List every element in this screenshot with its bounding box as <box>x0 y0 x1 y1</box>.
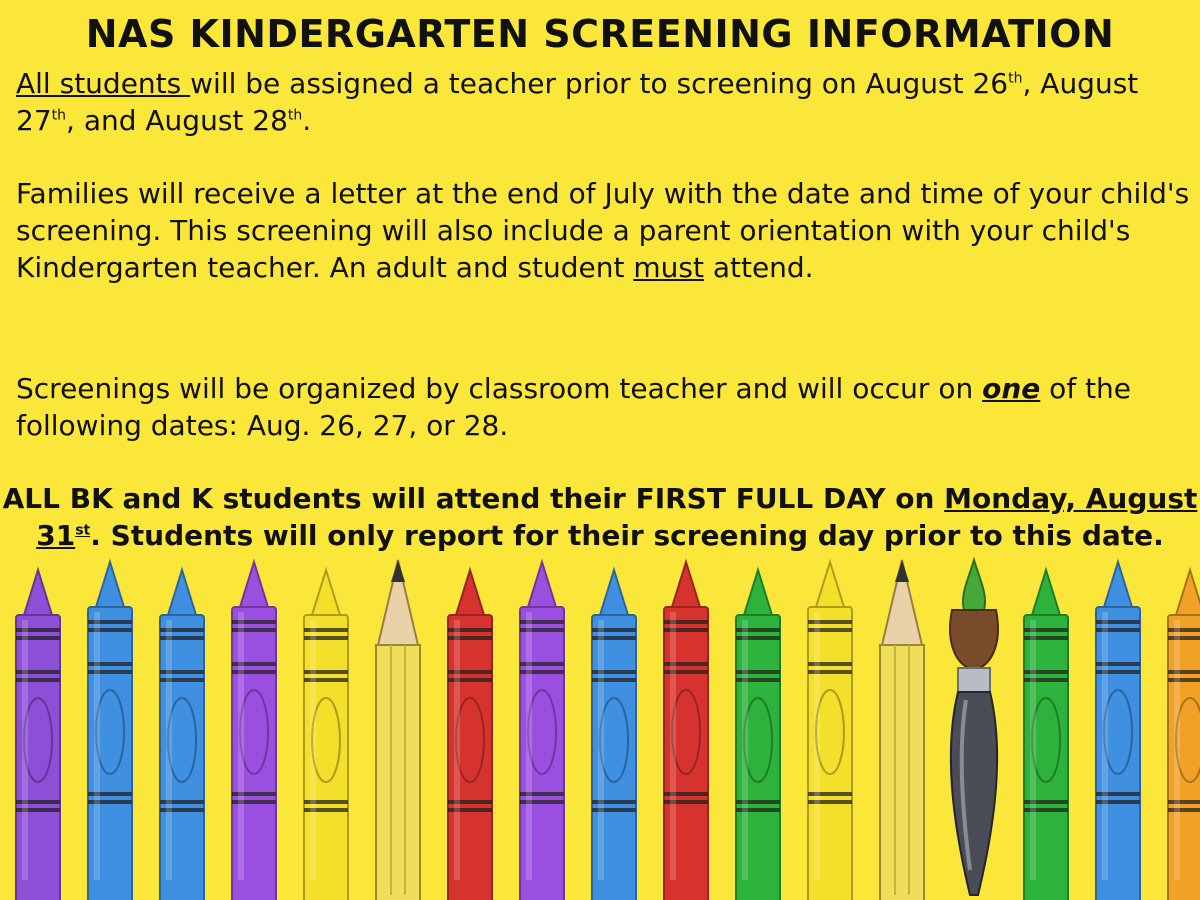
assignment-text: will be assigned a teacher prior to screening on August 26 <box>190 67 1009 100</box>
crayon-3 <box>160 570 204 900</box>
pencil-body <box>880 645 924 900</box>
must-text: must <box>633 251 704 284</box>
crayon-17 <box>1168 570 1200 900</box>
crayon-band <box>1168 628 1200 632</box>
crayon-16 <box>1096 562 1140 900</box>
attend-text: attend. <box>703 251 814 284</box>
ordinal-suffix: st <box>75 522 91 539</box>
crayon-10 <box>664 562 708 900</box>
crayon-tip <box>456 570 484 615</box>
crayon-band <box>1168 670 1200 674</box>
date-separator: , August 27 <box>16 67 1139 137</box>
crayon-band <box>1168 636 1200 640</box>
crayon-highlight <box>742 620 748 880</box>
crayon-band <box>1168 808 1200 812</box>
all-students-text: All students <box>16 67 191 100</box>
paragraph-teacher-assignment <box>16 65 1196 139</box>
crayon-highlight <box>238 612 244 880</box>
crayon-11 <box>736 570 780 900</box>
brush-handle <box>951 692 997 895</box>
crayon-highlight <box>166 620 172 880</box>
first-day-text: ALL BK and K students will attend their FIRST FULL DAY on <box>2 482 945 515</box>
crayon-tip <box>240 562 268 607</box>
one-text: one <box>982 372 1041 405</box>
crayon-2 <box>88 562 132 900</box>
crayon-1 <box>16 570 60 900</box>
brush-paint <box>963 560 985 610</box>
brush-bristles <box>950 610 998 670</box>
crayon-7 <box>448 570 492 900</box>
ordinal-suffix: th <box>1008 70 1023 87</box>
paragraph-screening-dates <box>16 370 1196 444</box>
crayon-illustration <box>0 550 1200 900</box>
pencil-lead <box>895 560 909 582</box>
crayon-band <box>1168 800 1200 804</box>
crayon-highlight <box>526 612 532 880</box>
crayon-highlight <box>814 612 820 880</box>
crayon-9 <box>592 570 636 900</box>
crayon-tip <box>312 570 340 615</box>
crayon-tip <box>1032 570 1060 615</box>
crayon-tip <box>168 570 196 615</box>
crayon-highlight <box>94 612 100 880</box>
crayon-highlight <box>310 620 316 880</box>
crayon-12 <box>808 562 852 900</box>
crayon-tip <box>816 562 844 607</box>
letter-text: Families will receive a letter at the end of July with the date and time of your child's screening. This screening will also include a parent orientation with your child's Kindergarten teacher. An adult and student <box>16 177 1190 284</box>
crayon-tip <box>528 562 556 607</box>
pencil-body <box>376 645 420 900</box>
first-day-date: Monday, August 31 <box>36 482 1198 552</box>
page-title: NAS KINDERGARTEN SCREENING INFORMATION <box>85 12 1115 56</box>
paragraph-first-day <box>0 480 1200 554</box>
pencil-13 <box>880 560 924 900</box>
crayon-15 <box>1024 570 1068 900</box>
ordinal-suffix: th <box>287 107 303 124</box>
crayon-body <box>1168 615 1200 900</box>
crayon-highlight <box>1102 612 1108 880</box>
crayon-tip <box>600 570 628 615</box>
crayon-highlight <box>22 620 28 880</box>
crayon-highlight <box>670 612 676 880</box>
sentence-end: . <box>302 104 312 137</box>
pencil-6 <box>376 560 420 900</box>
screening-text: Screenings will be organized by classroom teacher and will occur on <box>16 372 983 405</box>
crayon-tip <box>744 570 772 615</box>
crayon-8 <box>520 562 564 900</box>
crayon-tip <box>672 562 700 607</box>
ordinal-suffix: th <box>51 107 67 124</box>
crayon-tip <box>24 570 52 615</box>
paragraph-letter-info <box>16 175 1196 286</box>
date-separator: , and August 28 <box>66 104 288 137</box>
dates-text: of the following dates: Aug. 26, 27, or 28. <box>16 372 1132 442</box>
report-text: . Students will only report for their screening day prior to this date. <box>90 519 1164 552</box>
brush-ferrule <box>958 668 990 692</box>
crayon-tip <box>96 562 124 607</box>
crayon-highlight <box>454 620 460 880</box>
pencil-lead <box>391 560 405 582</box>
crayon-highlight <box>1174 620 1180 880</box>
crayon-4 <box>232 562 276 900</box>
crayon-tip <box>1176 570 1200 615</box>
crayon-5 <box>304 570 348 900</box>
brush-14 <box>950 560 998 895</box>
crayon-band <box>1168 678 1200 682</box>
crayon-tip <box>1104 562 1132 607</box>
crayon-highlight <box>1030 620 1036 880</box>
crayon-highlight <box>598 620 604 880</box>
